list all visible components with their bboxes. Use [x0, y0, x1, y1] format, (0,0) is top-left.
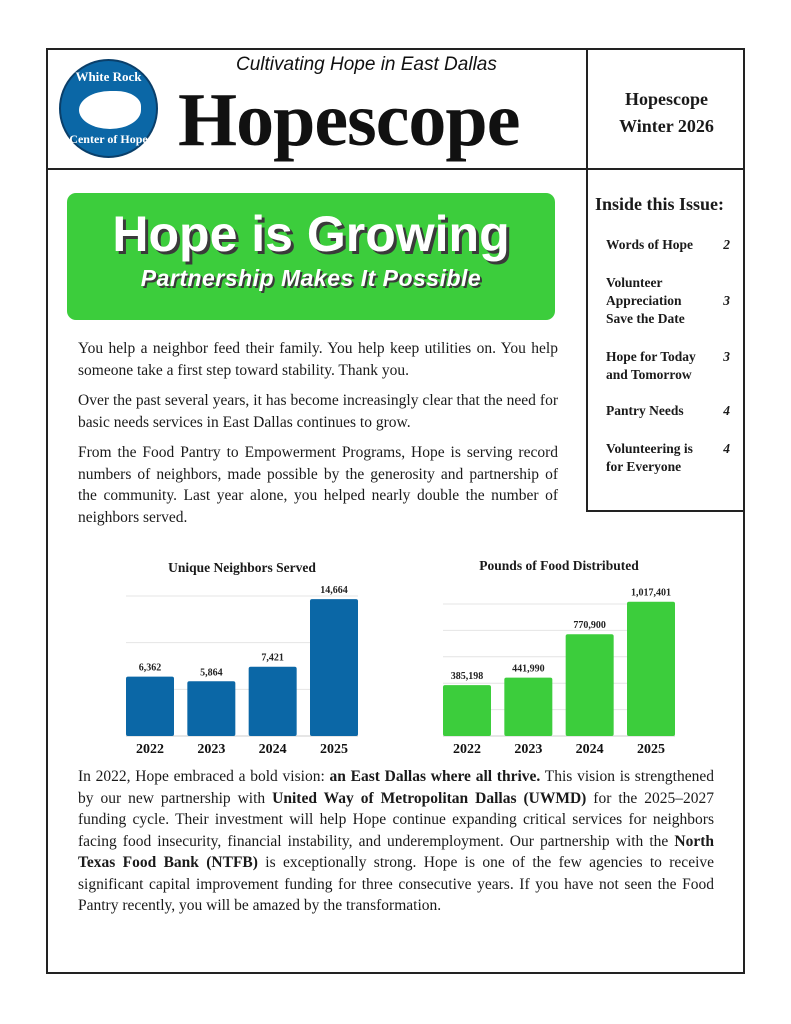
toc-label: Words of Hope: [606, 237, 694, 252]
closing-paragraph: [78, 766, 714, 917]
headline: Hope is Growing: [112, 206, 510, 262]
text: In 2022, Hope embraced a bold vision:: [78, 768, 330, 785]
bar: [443, 685, 491, 736]
issue-info: [588, 86, 745, 140]
toc-label: Hope for Today and Tomorrow: [606, 349, 696, 382]
tick-label: 2023: [197, 742, 226, 757]
tick-label: 2023: [514, 742, 543, 757]
toc-label: Volunteer Appreciation Save the Date: [606, 275, 685, 326]
issue-name: Hopescope: [625, 89, 708, 109]
paragraph: You help a neighbor feed their family. You help keep utilities on. You help someone take a first step toward stability. Thank you.: [78, 340, 558, 379]
data-label: 14,664: [320, 585, 348, 597]
tick-label: 2022: [136, 742, 164, 757]
data-label: 5,864: [200, 667, 223, 679]
bar: [249, 667, 297, 736]
toc-item: [606, 402, 730, 420]
subheadline: Partnership Makes It Possible: [140, 265, 482, 291]
tick-label: 2024: [575, 742, 604, 757]
neighbors-chart: [120, 580, 365, 760]
logo-text: White Rock: [75, 69, 142, 84]
table-of-contents: [586, 168, 745, 512]
toc-item: [606, 440, 730, 476]
chart-title: Unique Neighbors Served: [168, 560, 316, 575]
bar: [566, 634, 614, 736]
toc-item: [606, 274, 730, 328]
data-label: 7,421: [261, 652, 284, 664]
chart-title: Pounds of Food Distributed: [479, 558, 639, 573]
text: This vision is strengthened by our new partnership with: [78, 768, 714, 807]
data-label: 441,990: [512, 663, 545, 675]
tick-label: 2022: [453, 742, 481, 757]
toc-item: [606, 348, 730, 384]
toc-page: 3: [723, 293, 730, 308]
tick-label: 2025: [320, 742, 348, 757]
data-label: 770,900: [573, 620, 606, 632]
toc-label: Volunteering is for Everyone: [606, 441, 693, 474]
tick-label: 2025: [637, 742, 665, 757]
bar: [504, 678, 552, 736]
text: for the 2025–2027 funding cycle. Their investment will help Hope continue expanding critical services for neighbors facing food insecurity, financial instability, and underemployment. Our partnership with the: [78, 789, 714, 850]
toc-label: Pantry Needs: [606, 403, 684, 418]
issue-date: Winter 2026: [619, 116, 714, 136]
toc-page: 3: [723, 349, 730, 364]
data-label: 1,017,401: [631, 587, 671, 599]
paragraph: From the Food Pantry to Empowerment Programs, Hope is serving record numbers of neighbors, made possible by the generosity and partnership of the community. Last year alone, you helped nearly double the number of neighbors served.: [78, 444, 558, 526]
bar: [187, 681, 235, 736]
toc-page: 4: [723, 403, 730, 418]
intro-text: [78, 338, 558, 537]
emphasis: United Way of Metropolitan Dallas (UWMD): [272, 789, 587, 807]
logo-text: Center of Hope: [69, 132, 148, 146]
text: is exceptionally strong. Hope is one of the few agencies to receive significant capital improvement funding for three consecutive years. If you have not seen the Food Pantry recently, you will be amazed by the transformation.: [78, 854, 715, 914]
tick-label: 2024: [258, 742, 287, 757]
paragraph: Over the past several years, it has become increasingly clear that the need for basic needs services in East Dallas continues to grow.: [78, 392, 558, 431]
tagline: Cultivating Hope in East Dallas: [236, 54, 497, 75]
dove-icon: [79, 91, 141, 129]
toc-page: 2: [723, 237, 730, 252]
toc-title: Inside this Issue:: [595, 194, 725, 214]
bar: [627, 602, 675, 736]
food-chart: [437, 580, 682, 760]
bar: [310, 599, 358, 736]
toc-page: 4: [723, 441, 730, 456]
data-label: 6,362: [138, 662, 162, 674]
data-label: 385,198: [450, 671, 484, 683]
toc-item: [606, 236, 730, 254]
bar: [126, 677, 174, 736]
masthead: Hopescope: [178, 78, 520, 162]
logo: [59, 59, 158, 158]
emphasis: North Texas Food Bank (NTFB): [78, 832, 714, 871]
emphasis: an East Dallas where all thrive.: [329, 768, 541, 785]
headline-banner: [67, 193, 555, 320]
